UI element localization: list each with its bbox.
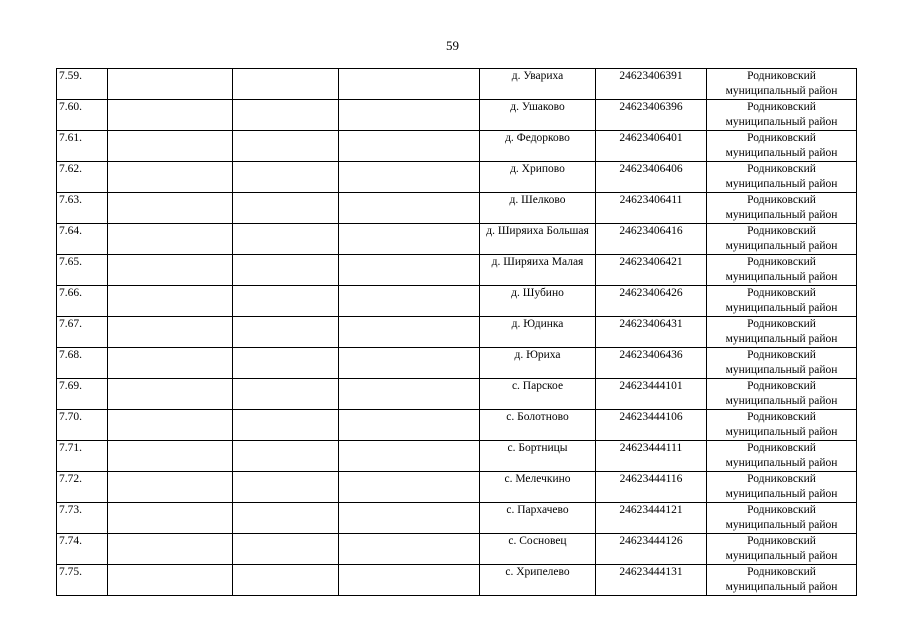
empty-cell-3 bbox=[339, 193, 480, 224]
empty-cell-3 bbox=[339, 410, 480, 441]
empty-cell-2 bbox=[233, 100, 339, 131]
row-number-cell: 7.69. bbox=[57, 379, 108, 410]
district-cell: Родниковский муниципальный район bbox=[707, 100, 857, 131]
locality-cell: с. Бортницы bbox=[480, 441, 596, 472]
table-row bbox=[57, 534, 857, 565]
table-body bbox=[57, 69, 857, 596]
oktmo-code-cell: 24623406416 bbox=[596, 224, 707, 255]
oktmo-code-cell: 24623444111 bbox=[596, 441, 707, 472]
district-cell: Родниковский муниципальный район bbox=[707, 565, 857, 596]
empty-cell-2 bbox=[233, 162, 339, 193]
oktmo-code-cell: 24623406391 bbox=[596, 69, 707, 100]
empty-cell-2 bbox=[233, 410, 339, 441]
district-cell: Родниковский муниципальный район bbox=[707, 162, 857, 193]
row-number-cell: 7.60. bbox=[57, 100, 108, 131]
empty-cell-3 bbox=[339, 286, 480, 317]
empty-cell-1 bbox=[108, 472, 233, 503]
district-cell: Родниковский муниципальный район bbox=[707, 286, 857, 317]
locality-cell: с. Мелечкино bbox=[480, 472, 596, 503]
empty-cell-2 bbox=[233, 565, 339, 596]
empty-cell-1 bbox=[108, 441, 233, 472]
row-number-cell: 7.65. bbox=[57, 255, 108, 286]
row-number-cell: 7.61. bbox=[57, 131, 108, 162]
table-row bbox=[57, 503, 857, 534]
row-number-cell: 7.62. bbox=[57, 162, 108, 193]
empty-cell-3 bbox=[339, 100, 480, 131]
empty-cell-1 bbox=[108, 503, 233, 534]
empty-cell-2 bbox=[233, 69, 339, 100]
locality-cell: д. Шубино bbox=[480, 286, 596, 317]
district-cell: Родниковский муниципальный район bbox=[707, 224, 857, 255]
empty-cell-3 bbox=[339, 503, 480, 534]
empty-cell-3 bbox=[339, 162, 480, 193]
oktmo-code-cell: 24623444121 bbox=[596, 503, 707, 534]
empty-cell-3 bbox=[339, 441, 480, 472]
empty-cell-1 bbox=[108, 131, 233, 162]
district-cell: Родниковский муниципальный район bbox=[707, 317, 857, 348]
row-number-cell: 7.72. bbox=[57, 472, 108, 503]
empty-cell-3 bbox=[339, 224, 480, 255]
district-cell: Родниковский муниципальный район bbox=[707, 534, 857, 565]
empty-cell-3 bbox=[339, 472, 480, 503]
row-number-cell: 7.66. bbox=[57, 286, 108, 317]
empty-cell-1 bbox=[108, 69, 233, 100]
table-row bbox=[57, 286, 857, 317]
oktmo-code-cell: 24623406431 bbox=[596, 317, 707, 348]
row-number-cell: 7.71. bbox=[57, 441, 108, 472]
empty-cell-1 bbox=[108, 565, 233, 596]
locality-cell: с. Парское bbox=[480, 379, 596, 410]
empty-cell-3 bbox=[339, 317, 480, 348]
row-number-cell: 7.59. bbox=[57, 69, 108, 100]
row-number-cell: 7.73. bbox=[57, 503, 108, 534]
empty-cell-2 bbox=[233, 224, 339, 255]
table-row bbox=[57, 441, 857, 472]
empty-cell-1 bbox=[108, 100, 233, 131]
locality-cell: д. Юриха bbox=[480, 348, 596, 379]
empty-cell-3 bbox=[339, 69, 480, 100]
row-number-cell: 7.68. bbox=[57, 348, 108, 379]
empty-cell-3 bbox=[339, 379, 480, 410]
table-row bbox=[57, 69, 857, 100]
empty-cell-2 bbox=[233, 255, 339, 286]
locality-cell: с. Хрипелево bbox=[480, 565, 596, 596]
oktmo-code-cell: 24623406436 bbox=[596, 348, 707, 379]
empty-cell-3 bbox=[339, 565, 480, 596]
locality-cell: д. Федорково bbox=[480, 131, 596, 162]
row-number-cell: 7.64. bbox=[57, 224, 108, 255]
empty-cell-1 bbox=[108, 379, 233, 410]
empty-cell-2 bbox=[233, 379, 339, 410]
row-number-cell: 7.63. bbox=[57, 193, 108, 224]
oktmo-code-cell: 24623406421 bbox=[596, 255, 707, 286]
localities-table bbox=[56, 68, 857, 596]
table-row bbox=[57, 224, 857, 255]
row-number-cell: 7.74. bbox=[57, 534, 108, 565]
oktmo-code-cell: 24623406411 bbox=[596, 193, 707, 224]
empty-cell-2 bbox=[233, 348, 339, 379]
locality-cell: д. Шелково bbox=[480, 193, 596, 224]
locality-cell: д. Ушаково bbox=[480, 100, 596, 131]
empty-cell-1 bbox=[108, 410, 233, 441]
empty-cell-1 bbox=[108, 224, 233, 255]
district-cell: Родниковский муниципальный район bbox=[707, 348, 857, 379]
oktmo-code-cell: 24623406406 bbox=[596, 162, 707, 193]
locality-cell: д. Юдинка bbox=[480, 317, 596, 348]
table-row bbox=[57, 379, 857, 410]
table-row bbox=[57, 162, 857, 193]
district-cell: Родниковский муниципальный район bbox=[707, 131, 857, 162]
table-row bbox=[57, 565, 857, 596]
empty-cell-1 bbox=[108, 193, 233, 224]
oktmo-code-cell: 24623406396 bbox=[596, 100, 707, 131]
empty-cell-2 bbox=[233, 503, 339, 534]
empty-cell-1 bbox=[108, 286, 233, 317]
oktmo-code-cell: 24623444101 bbox=[596, 379, 707, 410]
district-cell: Родниковский муниципальный район bbox=[707, 255, 857, 286]
locality-cell: с. Болотново bbox=[480, 410, 596, 441]
oktmo-code-cell: 24623444131 bbox=[596, 565, 707, 596]
table-row bbox=[57, 131, 857, 162]
empty-cell-2 bbox=[233, 193, 339, 224]
district-cell: Родниковский муниципальный район bbox=[707, 410, 857, 441]
oktmo-code-cell: 24623406426 bbox=[596, 286, 707, 317]
district-cell: Родниковский муниципальный район bbox=[707, 193, 857, 224]
locality-cell: д. Хрипово bbox=[480, 162, 596, 193]
empty-cell-2 bbox=[233, 131, 339, 162]
row-number-cell: 7.70. bbox=[57, 410, 108, 441]
empty-cell-2 bbox=[233, 317, 339, 348]
table-row bbox=[57, 317, 857, 348]
empty-cell-3 bbox=[339, 131, 480, 162]
table-row bbox=[57, 348, 857, 379]
empty-cell-3 bbox=[339, 348, 480, 379]
oktmo-code-cell: 24623444126 bbox=[596, 534, 707, 565]
empty-cell-2 bbox=[233, 534, 339, 565]
table-row bbox=[57, 410, 857, 441]
district-cell: Родниковский муниципальный район bbox=[707, 503, 857, 534]
locality-cell: с. Сосновец bbox=[480, 534, 596, 565]
oktmo-code-cell: 24623444106 bbox=[596, 410, 707, 441]
oktmo-code-cell: 24623406401 bbox=[596, 131, 707, 162]
empty-cell-2 bbox=[233, 472, 339, 503]
empty-cell-3 bbox=[339, 255, 480, 286]
page-number: 59 bbox=[446, 38, 459, 53]
district-cell: Родниковский муниципальный район bbox=[707, 472, 857, 503]
row-number-cell: 7.75. bbox=[57, 565, 108, 596]
empty-cell-1 bbox=[108, 162, 233, 193]
row-number-cell: 7.67. bbox=[57, 317, 108, 348]
table-row bbox=[57, 255, 857, 286]
empty-cell-2 bbox=[233, 441, 339, 472]
empty-cell-3 bbox=[339, 534, 480, 565]
district-cell: Родниковский муниципальный район bbox=[707, 69, 857, 100]
locality-cell: д. Ширяиха Большая bbox=[480, 224, 596, 255]
empty-cell-2 bbox=[233, 286, 339, 317]
empty-cell-1 bbox=[108, 534, 233, 565]
locality-cell: д. Ширяиха Малая bbox=[480, 255, 596, 286]
district-cell: Родниковский муниципальный район bbox=[707, 441, 857, 472]
oktmo-code-cell: 24623444116 bbox=[596, 472, 707, 503]
table-row bbox=[57, 100, 857, 131]
locality-cell: с. Пархачево bbox=[480, 503, 596, 534]
empty-cell-1 bbox=[108, 317, 233, 348]
district-cell: Родниковский муниципальный район bbox=[707, 379, 857, 410]
table-row bbox=[57, 472, 857, 503]
empty-cell-1 bbox=[108, 348, 233, 379]
locality-cell: д. Увариха bbox=[480, 69, 596, 100]
table-row bbox=[57, 193, 857, 224]
empty-cell-1 bbox=[108, 255, 233, 286]
